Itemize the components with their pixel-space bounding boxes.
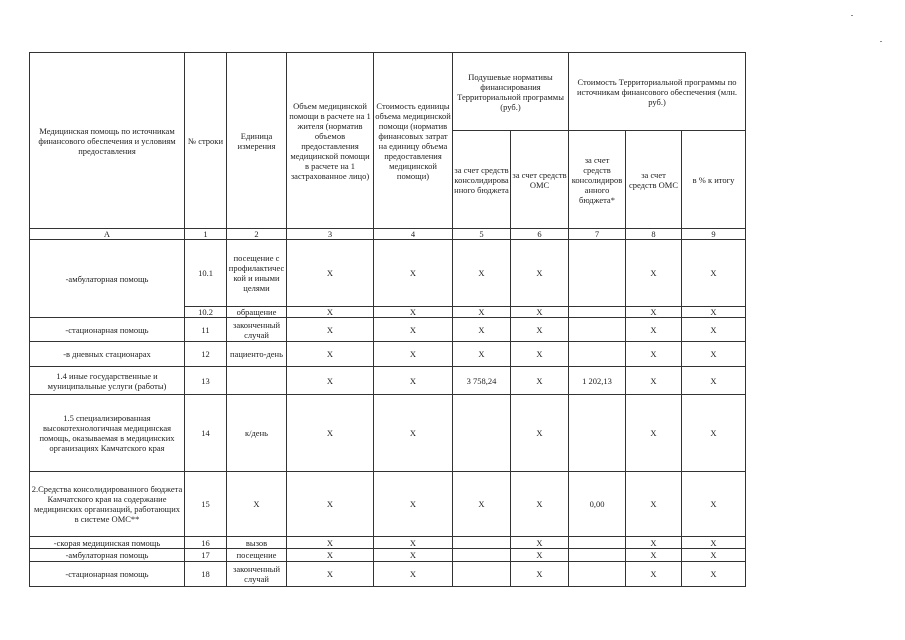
cell-col-9: Х — [682, 342, 746, 367]
table-row — [30, 342, 746, 367]
index-cell: 7 — [569, 229, 626, 240]
index-cell: 4 — [374, 229, 453, 240]
cell-col-7: 0,00 — [569, 472, 626, 537]
row-name: 1.5 специализированная высокотехнологичная медицинская помощь, оказываемая в медицинских организациях Камчатского края — [30, 395, 185, 472]
cell-col-8: Х — [626, 562, 682, 587]
cell-col-6: Х — [511, 307, 569, 318]
header-col-a: Медицинская помощь по источникам финансового обеспечения и условиям предоставления — [30, 53, 185, 229]
cell-col-5: Х — [453, 342, 511, 367]
cell-col-4: Х — [374, 342, 453, 367]
row-name: 2.Средства консолидированного бюджета Камчатского края на содержание медицинских организаций, работающих в системе ОМС** — [30, 472, 185, 537]
row-number: 14 — [185, 395, 227, 472]
table-row — [30, 367, 746, 395]
table-row — [30, 318, 746, 342]
cell-col-4: Х — [374, 240, 453, 307]
table-row — [30, 240, 746, 307]
header-col-3: Объем медицинской помощи в расчете на 1 жителя (норматив объемов предоставления медицинской помощи в расчете на 1 застрахованное лицо) — [287, 53, 374, 229]
header-col-6: за счет средств ОМС — [511, 131, 569, 229]
row-number: 16 — [185, 537, 227, 549]
row-number: 17 — [185, 549, 227, 562]
cell-col-3: Х — [287, 562, 374, 587]
row-name: -в дневных стационарах — [30, 342, 185, 367]
cell-col-7 — [569, 342, 626, 367]
cell-col-3: Х — [287, 537, 374, 549]
index-cell: А — [30, 229, 185, 240]
header-col-1: № строки — [185, 53, 227, 229]
scan-speck — [851, 15, 853, 16]
cell-col-5: Х — [453, 307, 511, 318]
cell-col-4: Х — [374, 537, 453, 549]
cell-col-7 — [569, 307, 626, 318]
cell-col-6: Х — [511, 240, 569, 307]
cell-col-4: Х — [374, 549, 453, 562]
cell-col-7 — [569, 318, 626, 342]
cell-col-4: Х — [374, 562, 453, 587]
cell-col-4: Х — [374, 367, 453, 395]
cell-col-9: Х — [682, 395, 746, 472]
cell-col-8: Х — [626, 549, 682, 562]
cell-col-8: Х — [626, 342, 682, 367]
row-unit: пациенто-день — [227, 342, 287, 367]
index-row — [30, 229, 746, 240]
cell-col-8: Х — [626, 367, 682, 395]
cell-col-8: Х — [626, 307, 682, 318]
cell-col-9: Х — [682, 307, 746, 318]
cell-col-3: Х — [287, 367, 374, 395]
row-name: -амбулаторная помощь — [30, 549, 185, 562]
header-col-8: за счет средств ОМС — [626, 131, 682, 229]
table-row — [30, 562, 746, 587]
cell-col-8: Х — [626, 472, 682, 537]
table-row — [30, 537, 746, 549]
cell-col-7 — [569, 549, 626, 562]
cell-col-6: Х — [511, 549, 569, 562]
row-unit: законченный случай — [227, 318, 287, 342]
index-cell: 6 — [511, 229, 569, 240]
row-unit: вызов — [227, 537, 287, 549]
row-unit: посещение — [227, 549, 287, 562]
row-name: 1.4 иные государственные и муниципальные услуги (работы) — [30, 367, 185, 395]
header-row-1 — [30, 53, 746, 131]
table-row — [30, 549, 746, 562]
header-col-7: за счет средств консолидированного бюджета* — [569, 131, 626, 229]
cell-col-5 — [453, 549, 511, 562]
cell-col-7: 1 202,13 — [569, 367, 626, 395]
row-number: 12 — [185, 342, 227, 367]
cell-col-3: Х — [287, 549, 374, 562]
cell-col-5 — [453, 562, 511, 587]
cell-col-4: Х — [374, 318, 453, 342]
index-cell: 2 — [227, 229, 287, 240]
financing-table — [29, 52, 746, 587]
cell-col-5: 3 758,24 — [453, 367, 511, 395]
index-cell: 3 — [287, 229, 374, 240]
cell-col-3: Х — [287, 342, 374, 367]
cell-col-8: Х — [626, 537, 682, 549]
row-unit: к/день — [227, 395, 287, 472]
index-cell: 5 — [453, 229, 511, 240]
row-unit: посещение с профилактической и иными целями — [227, 240, 287, 307]
cell-col-4: Х — [374, 395, 453, 472]
row-number: 15 — [185, 472, 227, 537]
cell-col-3: Х — [287, 318, 374, 342]
cell-col-6: Х — [511, 472, 569, 537]
cell-col-7 — [569, 240, 626, 307]
row-name: -амбулаторная помощь — [30, 240, 185, 318]
header-col-4: Стоимость единицы объема медицинской помощи (норматив финансовых затрат на единицу объема предоставления медицинской помощи) — [374, 53, 453, 229]
cell-col-4: Х — [374, 472, 453, 537]
cell-col-5: Х — [453, 318, 511, 342]
cell-col-3: Х — [287, 240, 374, 307]
cell-col-9: Х — [682, 367, 746, 395]
header-col-2: Единица измерения — [227, 53, 287, 229]
cell-col-8: Х — [626, 240, 682, 307]
row-number: 18 — [185, 562, 227, 587]
cell-col-4: Х — [374, 307, 453, 318]
row-number: 10.1 — [185, 240, 227, 307]
cell-col-3: Х — [287, 307, 374, 318]
row-name: -стационарная помощь — [30, 562, 185, 587]
cell-col-9: Х — [682, 240, 746, 307]
cell-col-7 — [569, 537, 626, 549]
row-unit: обращение — [227, 307, 287, 318]
cell-col-9: Х — [682, 537, 746, 549]
cell-col-8: Х — [626, 318, 682, 342]
header-col-5: за счет средств консолидированного бюджета — [453, 131, 511, 229]
header-group-cost: Стоимость Территориальной программы по источникам финансового обеспечения (млн. руб.) — [569, 53, 746, 131]
cell-col-5: Х — [453, 472, 511, 537]
row-number: 11 — [185, 318, 227, 342]
cell-col-5: Х — [453, 240, 511, 307]
row-unit — [227, 367, 287, 395]
cell-col-3: Х — [287, 395, 374, 472]
header-group-per-capita: Подушевые нормативы финансирования Территориальной программы (руб.) — [453, 53, 569, 131]
cell-col-6: Х — [511, 537, 569, 549]
cell-col-6: Х — [511, 318, 569, 342]
cell-col-8: Х — [626, 395, 682, 472]
cell-col-9: Х — [682, 472, 746, 537]
cell-col-6: Х — [511, 367, 569, 395]
cell-col-3: Х — [287, 472, 374, 537]
cell-col-5 — [453, 395, 511, 472]
header-col-9: в % к итогу — [682, 131, 746, 229]
table-row — [30, 395, 746, 472]
cell-col-9: Х — [682, 562, 746, 587]
cell-col-7 — [569, 562, 626, 587]
cell-col-9: Х — [682, 318, 746, 342]
cell-col-7 — [569, 395, 626, 472]
cell-col-9: Х — [682, 549, 746, 562]
index-cell: 8 — [626, 229, 682, 240]
index-cell: 1 — [185, 229, 227, 240]
row-number: 13 — [185, 367, 227, 395]
cell-col-6: Х — [511, 395, 569, 472]
row-name: -скорая медицинская помощь — [30, 537, 185, 549]
row-name: -стационарная помощь — [30, 318, 185, 342]
cell-col-6: Х — [511, 562, 569, 587]
row-number: 10.2 — [185, 307, 227, 318]
cell-col-5 — [453, 537, 511, 549]
row-unit: законченный случай — [227, 562, 287, 587]
row-unit: Х — [227, 472, 287, 537]
index-cell: 9 — [682, 229, 746, 240]
cell-col-6: Х — [511, 342, 569, 367]
table-row — [30, 472, 746, 537]
scan-speck — [880, 41, 882, 42]
